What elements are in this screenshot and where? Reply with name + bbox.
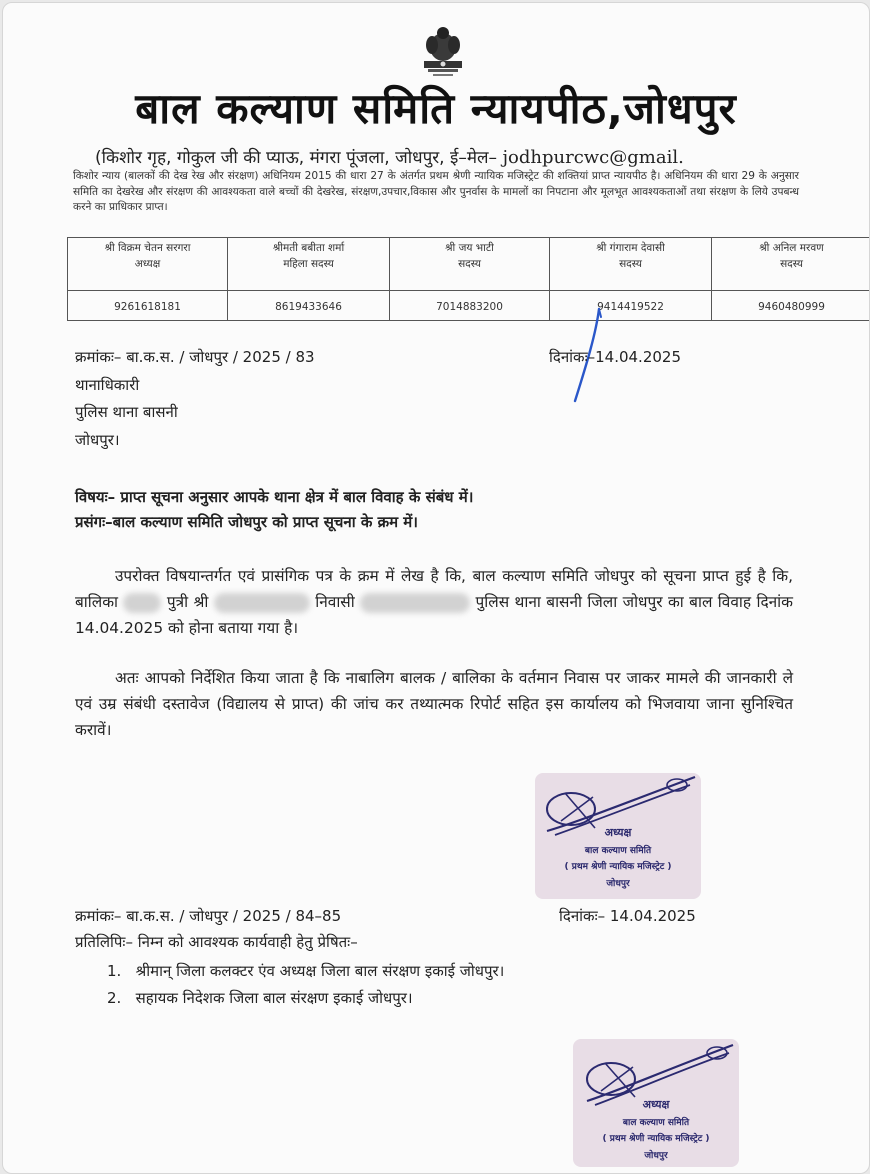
copy-item-number: 2. bbox=[107, 989, 122, 1007]
members-phone-row bbox=[68, 291, 870, 321]
redacted-father-name bbox=[214, 593, 310, 613]
member-cell bbox=[390, 238, 550, 291]
paragraph-1-part-4: पुलिस थाना बासनी जिला जोधपुर का बाल विवाह दिनांक 14.04.2025 को होना बताया गया है। bbox=[75, 593, 793, 637]
member-role: सदस्य bbox=[458, 258, 481, 270]
recipient-line-3: जोधपुर। bbox=[75, 431, 120, 449]
paragraph-1 bbox=[75, 563, 793, 641]
email-address: jodhpurcwc@gmail. bbox=[502, 147, 684, 168]
letter-subject: विषयः– प्राप्त सूचना अनुसार आपके थाना क्षेत्र में बाल विवाह के संबंध में। bbox=[75, 488, 474, 506]
seal-line-1: अध्यक्ष bbox=[642, 1098, 670, 1111]
member-name: श्री गंगाराम देवासी bbox=[596, 242, 665, 254]
seal-line-4: जोधपुर bbox=[606, 879, 630, 889]
address-text: (किशोर गृह, गोकुल जी की प्याऊ, मंगरा पूंजला, जोधपुर, ई–मेल– bbox=[95, 148, 498, 168]
members-table bbox=[67, 237, 870, 321]
member-cell bbox=[228, 238, 390, 291]
letter-page bbox=[2, 2, 870, 1174]
members-name-row bbox=[68, 238, 870, 291]
official-seal-2 bbox=[573, 1039, 739, 1167]
member-phone: 9460480999 bbox=[712, 291, 870, 321]
redacted-name bbox=[123, 593, 161, 613]
recipient-line-2: पुलिस थाना बासनी bbox=[75, 403, 178, 421]
reference-number: क्रमांकः– बा.क.स. / जोधपुर / 2025 / 83 bbox=[75, 348, 315, 366]
recipient-line-1: थानाधिकारी bbox=[75, 376, 140, 394]
member-phone: 9414419522 bbox=[550, 291, 712, 321]
member-phone: 8619433646 bbox=[228, 291, 390, 321]
paragraph-1-part-2: पुत्री श्री bbox=[166, 593, 209, 611]
copy-item bbox=[107, 988, 413, 1008]
paragraph-1-part-3: निवासी bbox=[315, 593, 355, 611]
member-name: श्री अनिल मरवण bbox=[759, 242, 824, 254]
member-name: श्री विक्रम चेतन सरगरा bbox=[104, 242, 191, 254]
seal-line-2: बाल कल्याण समिति bbox=[622, 1118, 690, 1128]
copy-item-number: 1. bbox=[107, 962, 122, 980]
letter-date: दिनांकः–14.04.2025 bbox=[549, 348, 681, 366]
seal-line-3: ( प्रथम श्रेणी न्यायिक मजिस्ट्रेट ) bbox=[602, 1134, 710, 1144]
member-role: सदस्य bbox=[780, 258, 803, 270]
copy-item-text: सहायक निदेशक जिला बाल संरक्षण इकाई जोधपुर। bbox=[135, 989, 413, 1007]
national-emblem-icon bbox=[418, 23, 468, 79]
seal-line-1: अध्यक्ष bbox=[604, 826, 632, 839]
committee-title: बाल कल्याण समिति न्यायपीठ,जोधपुर bbox=[135, 84, 737, 133]
member-phone: 9261618181 bbox=[68, 291, 228, 321]
seal-line-3: ( प्रथम श्रेणी न्यायिक मजिस्ट्रेट ) bbox=[564, 862, 672, 872]
committee-intro: किशोर न्याय (बालकों की देख रेख और संरक्षण) अधिनियम 2015 की धारा 27 के अंतर्गत प्रथम श्रेणी न्यायिक मजिस्ट्रेट की शक्तियां प्राप्त न्यायपीठ है। अधिनियम की धारा 29 के अनुसार समिति का देखरेख और संरक्षण की आवश्यकता वाले बच्चों की देखरेख, संरक्षण,उपचार,विकास और पुनर्वास के मामलों का निपटाना और मूलभूत आवश्यकताओं तथा संरक्षण के लिये उपबन्ध करने का प्राधिकार प्राप्त। bbox=[73, 170, 799, 213]
redacted-address bbox=[360, 593, 470, 613]
member-role: महिला सदस्य bbox=[283, 258, 334, 270]
committee-address bbox=[95, 145, 684, 168]
copy-heading: प्रतिलिपिः– निम्न को आवश्यक कार्यवाही हेतु प्रेषितः– bbox=[75, 933, 358, 951]
seal-line-2: बाल कल्याण समिति bbox=[584, 846, 652, 856]
member-cell bbox=[68, 238, 228, 291]
member-role: अध्यक्ष bbox=[134, 258, 161, 270]
member-phone: 7014883200 bbox=[390, 291, 550, 321]
paragraph-1-part-1: उपरोक्त विषयान्तर्गत एवं प्रासंगिक पत्र के क्रम में लेख है कि, बाल कल्याण समिति जोधपुर को सूचना प्राप्त हुई है कि, बालिका bbox=[75, 567, 793, 611]
copy-date: दिनांकः– 14.04.2025 bbox=[559, 907, 696, 925]
member-role: सदस्य bbox=[619, 258, 642, 270]
copy-item bbox=[107, 961, 504, 981]
paragraph-2: अतः आपको निर्देशित किया जाता है कि नाबालिग बालक / बालिका के वर्तमान निवास पर जाकर मामले की जानकारी ले एवं उम्र संबंधी दस्तावेज (विद्यालय से प्राप्त) की जांच कर तथ्यात्मक रिपोर्ट सहित इस कार्यालय को भिजवाया जाना सुनिश्चित करावें। bbox=[75, 669, 793, 739]
member-name: श्रीमती बबीता शर्मा bbox=[272, 242, 345, 254]
letter-reference: प्रसंगः–बाल कल्याण समिति जोधपुर को प्राप्त सूचना के क्रम में। bbox=[75, 513, 418, 531]
member-cell bbox=[712, 238, 870, 291]
copy-reference-number: क्रमांकः– बा.क.स. / जोधपुर / 2025 / 84–85 bbox=[75, 907, 342, 925]
copy-item-text: श्रीमान् जिला कलक्टर एंव अध्यक्ष जिला बाल संरक्षण इकाई जोधपुर। bbox=[135, 962, 505, 980]
seal-line-4: जोधपुर bbox=[644, 1151, 668, 1161]
official-seal-1 bbox=[535, 773, 701, 899]
member-name: श्री जय भाटी bbox=[445, 242, 494, 254]
member-cell bbox=[550, 238, 712, 291]
